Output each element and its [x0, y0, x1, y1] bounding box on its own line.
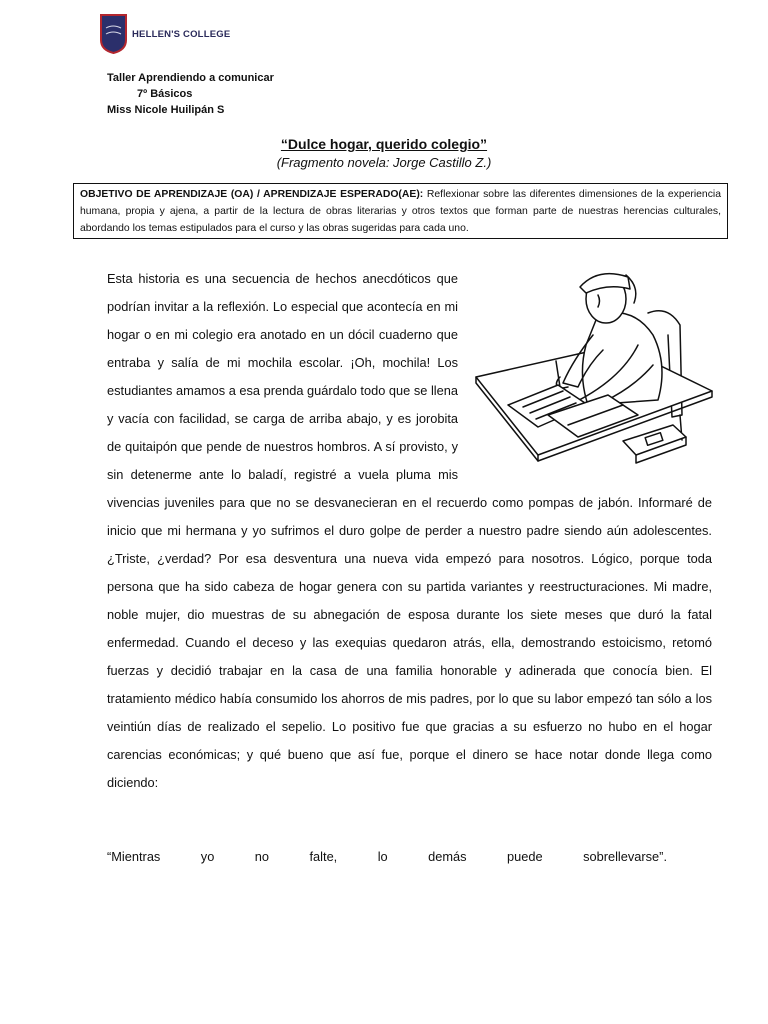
school-logo [100, 14, 230, 54]
objective-text: Reflexionar sobre las diferentes dimensiones de la experiencia humana, propia y ajena, a partir de la lectura de obras literarias y otros textos que forman parte de nuestras herencias culturales, abordando los temas estipulados para el curso y las obras sugeridas para cada uno. [80, 189, 721, 234]
objective-label: OBJETIVO DE APRENDIZAJE (OA) / APRENDIZAJE ESPERADO(AE): [80, 189, 424, 200]
document-header [107, 70, 274, 118]
crest-icon [100, 14, 127, 54]
workshop-name: Taller Aprendiendo a comunicar [107, 72, 274, 84]
document-title: “Dulce hogar, querido colegio” [280, 136, 488, 152]
student-writing-illustration [468, 265, 718, 477]
teacher-name: Miss Nicole Huilipán S [107, 104, 225, 116]
closing-quote: “Mientras yo no falte, lo demás puede sobrellevarse”. [107, 849, 667, 864]
story-text-block [107, 265, 712, 797]
learning-objective-box [73, 183, 728, 239]
document-subtitle: (Fragmento novela: Jorge Castillo Z.) [276, 155, 492, 170]
story-paragraph: Esta historia es una secuencia de hechos anecdóticos que podrían invitar a la reflexión. Lo especial que acontecía en mi hogar o en mi colegio era anotado en un dócil cuaderno que entraba y salía de mi mochila escolar. ¡Oh, mochila! Los estudiantes amamos a esa prenda guárdalo todo que se llena y vacía con facilidad, se carga de arriba abajo, y es jorobita de quitaipón que pende de nuestros hombros. A sí provisto, y sin detenerme ante lo baladí, registré a vuela pluma mis vivencias juveniles para que no se desvanecieran en el recuerdo como pompas de jabón. Informaré de inicio que mi hermana y yo sufrimos el duro golpe de perder a nuestro padre siendo aún adolescentes. ¿Triste, ¿verdad? Por esa desventura una nueva vida empezó para nosotros. Lógico, porque toda persona que ha sido cabeza de hogar genera con su partida variantes y reestructuraciones. Mi madre, noble mujer, dio muestras de su abnegación de esposa durante los siete meses que duró la fatal enfermedad. Cuando el deceso y las exequias quedaron atrás, ella, demostrando estoicismo, retomó fuerzas y decidió trabajar en la casa de una familia honorable y adinerada que conocía bien. El tratamiento médico había consumido los ahorros de mis padres, por lo que su labor empezó tan sólo a los veintiún días de realizado el sepelio. Lo positivo fue que gracias a su esfuerzo no hubo en el hogar carencias económicas; y qué bueno que así fue, porque el dinero se hace notar donde llega como diciendo: [107, 271, 712, 790]
grade-level: 7º Básicos [137, 88, 193, 100]
logo-text: HELLEN'S COLLEGE [132, 28, 231, 40]
